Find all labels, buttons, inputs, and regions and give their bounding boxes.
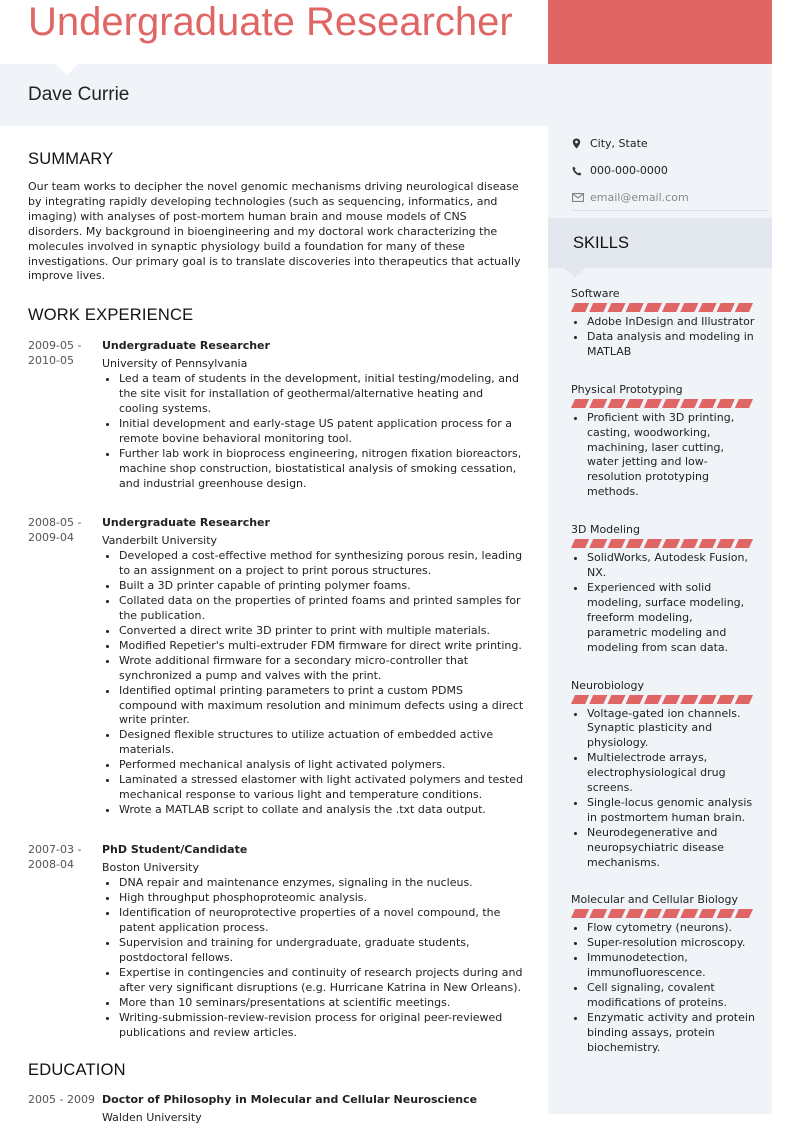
skill-rating-segment bbox=[626, 303, 644, 312]
job-bullet: • High throughput phosphoproteomic analysis. bbox=[119, 891, 524, 906]
skill-rating-segment bbox=[571, 303, 589, 312]
job-entry bbox=[28, 515, 524, 818]
skills-header-pointer bbox=[564, 268, 586, 277]
job-bullet: • Further lab work in bioprocess engineering, nitrogen fixation bioreactors, machine shop construction, biostatistical analysis of smoking cessation, and industrial greenhouse design. bbox=[119, 447, 524, 492]
main-column bbox=[28, 150, 524, 1125]
skill-rating-segment bbox=[589, 399, 607, 408]
job-bullet: • Collated data on the properties of printed foams and printed samples for the publication. bbox=[119, 594, 524, 624]
job-bullet: • Modified Repetier's multi-extruder FDM firmware for direct write printing. bbox=[119, 639, 524, 654]
resume-title: Undergraduate Researcher bbox=[28, 0, 513, 44]
skill-bullet: • Adobe InDesign and Illustrator bbox=[587, 315, 755, 330]
job-date: 2007-03 - 2008-04 bbox=[28, 843, 82, 872]
skill-rating-segment bbox=[607, 539, 625, 548]
skill-rating-segment bbox=[626, 399, 644, 408]
skill-rating-bar bbox=[571, 303, 755, 313]
skill-rating-segment bbox=[735, 695, 753, 704]
skill-name: Software bbox=[571, 287, 620, 300]
education-entry bbox=[28, 1092, 524, 1125]
skill-rating-segment bbox=[735, 303, 753, 312]
job-list bbox=[28, 338, 524, 1040]
skills-list bbox=[571, 286, 755, 1056]
skill-rating-segment bbox=[717, 909, 735, 918]
skill-rating-segment bbox=[662, 303, 680, 312]
work-experience-heading: WORK EXPERIENCE bbox=[28, 306, 194, 325]
job-bullet: • More than 10 seminars/presentations at scientific meetings. bbox=[119, 996, 524, 1011]
job-bullet: • Supervision and training for undergraduate, graduate students, postdoctoral fellows. bbox=[119, 936, 524, 966]
person-name: Dave Currie bbox=[28, 84, 130, 105]
skill-rating-segment bbox=[626, 539, 644, 548]
job-bullet: • Wrote additional firmware for a secondary micro-controller that synchronized a pump and valves with the print. bbox=[119, 654, 524, 684]
skill-rating-segment bbox=[735, 909, 753, 918]
skill-group bbox=[571, 382, 755, 500]
skills-heading: SKILLS bbox=[573, 234, 629, 252]
skill-rating-segment bbox=[644, 303, 662, 312]
job-title: Undergraduate Researcher bbox=[102, 515, 270, 529]
job-title: PhD Student/Candidate bbox=[102, 843, 248, 857]
skill-rating-segment bbox=[717, 399, 735, 408]
skill-bullet: • Immunodetection, immunofluorescence. bbox=[587, 951, 755, 981]
skill-rating-segment bbox=[717, 539, 735, 548]
skill-bullets bbox=[571, 921, 755, 1055]
skill-bullet: • Data analysis and modeling in MATLAB bbox=[587, 330, 755, 360]
skill-rating-segment bbox=[607, 695, 625, 704]
skill-rating-segment bbox=[698, 909, 716, 918]
header-accent-block bbox=[548, 0, 772, 64]
contact-phone bbox=[572, 164, 768, 177]
skill-rating-segment bbox=[644, 539, 662, 548]
skill-rating-segment bbox=[626, 909, 644, 918]
job-body bbox=[102, 515, 524, 818]
skill-rating-segment bbox=[735, 399, 753, 408]
job-bullet: • Identified optimal printing parameters to print a custom PDMS compound with maximum resolution and minimum defects using a direct write printer. bbox=[119, 684, 524, 729]
education-school: Walden University bbox=[102, 1110, 202, 1124]
job-entry bbox=[28, 842, 524, 1040]
skill-rating-segment bbox=[680, 909, 698, 918]
contact-divider bbox=[572, 210, 768, 211]
education-degree: Doctor of Philosophy in Molecular and Cellular Neuroscience bbox=[102, 1092, 478, 1106]
skill-bullet: • Proficient with 3D printing, casting, woodworking, machining, laser cutting, water jetting and low-resolution prototyping methods. bbox=[587, 411, 755, 500]
location-text: City, State bbox=[590, 137, 648, 150]
skill-rating-segment bbox=[589, 909, 607, 918]
skill-rating-segment bbox=[680, 539, 698, 548]
job-bullets bbox=[102, 549, 524, 818]
skill-rating-segment bbox=[607, 303, 625, 312]
skill-rating-segment bbox=[662, 539, 680, 548]
skill-name: 3D Modeling bbox=[571, 523, 641, 537]
skill-rating-segment bbox=[680, 303, 698, 312]
job-bullet: • Converted a direct write 3D printer to print with multiple materials. bbox=[119, 624, 524, 639]
skill-group bbox=[571, 286, 755, 360]
skill-bullets bbox=[571, 411, 755, 500]
skill-bullet: • Cell signaling, covalent modifications of proteins. bbox=[587, 981, 755, 1011]
skill-rating-bar bbox=[571, 695, 755, 705]
education-date: 2005 - 2009 bbox=[28, 1092, 95, 1106]
skill-group bbox=[571, 892, 755, 1055]
job-body bbox=[102, 338, 524, 492]
skills-header bbox=[548, 218, 772, 268]
job-bullet: • Laminated a stressed elastomer with light activated polymers and tested mechanical response to various light and temperature conditions. bbox=[119, 773, 524, 803]
skill-rating-segment bbox=[571, 399, 589, 408]
education-section bbox=[28, 1061, 524, 1125]
skill-group bbox=[571, 522, 755, 655]
job-bullets bbox=[102, 876, 524, 1040]
skill-bullet: • SolidWorks, Autodesk Fusion, NX. bbox=[587, 551, 755, 581]
skill-rating-segment bbox=[644, 909, 662, 918]
job-bullet: • Developed a cost-effective method for synthesizing porous resin, leading to an assignment on a project to print porous structures. bbox=[119, 549, 524, 579]
name-band-pointer bbox=[56, 64, 78, 75]
contact-email[interactable] bbox=[572, 191, 768, 204]
location-pin-icon bbox=[572, 138, 590, 149]
job-employer: Boston University bbox=[102, 861, 200, 875]
job-bullet: • Expertise in contingencies and continuity of research projects during and after very significant disruptions (e.g. Hurricane Katrina in New Orleans). bbox=[119, 966, 524, 996]
skill-bullets bbox=[571, 707, 755, 871]
skill-rating-segment bbox=[571, 695, 589, 704]
skill-rating-segment bbox=[698, 303, 716, 312]
skill-rating-segment bbox=[589, 303, 607, 312]
job-bullets bbox=[102, 372, 524, 492]
job-bullet: • Led a team of students in the development, initial testing/modeling, and the site visit for installation of geothermal/alternative heating and cooling systems. bbox=[119, 372, 524, 417]
job-employer: University of Pennsylvania bbox=[102, 357, 248, 371]
skill-bullet: • Enzymatic activity and protein binding assays, protein biochemistry. bbox=[587, 1011, 755, 1056]
skill-rating-segment bbox=[698, 695, 716, 704]
job-bullet: • Performed mechanical analysis of light activated polymers. bbox=[119, 758, 524, 773]
skill-rating-segment bbox=[607, 399, 625, 408]
job-bullet: • Writing-submission-review-revision process for original peer-reviewed publications and review articles. bbox=[119, 1011, 524, 1041]
work-experience-section bbox=[28, 306, 524, 1040]
summary-heading: SUMMARY bbox=[28, 150, 114, 168]
summary-text: Our team works to decipher the novel genomic mechanisms driving neurological disease by integrating rapidly developing technologies (such as sequencing, informatics, and imaging) with analyses of post-mortem human brain and mouse models of CNS disorders. My background in bioengineering and my doctoral work characterizing the molecules involved in synaptic physiology build a foundation for many of these investigations. Our primary goal is to translate discoveries into therapeutics that actually improve lives. bbox=[28, 180, 521, 283]
skill-rating-segment bbox=[571, 539, 589, 548]
skill-rating-segment bbox=[698, 539, 716, 548]
skill-name: Neurobiology bbox=[571, 678, 645, 692]
education-heading: EDUCATION bbox=[28, 1060, 126, 1079]
skill-name: Molecular and Cellular Biology bbox=[571, 893, 739, 907]
envelope-icon bbox=[572, 193, 590, 202]
skill-bullet: • Single-locus genomic analysis in postmortem human brain. bbox=[587, 796, 755, 826]
skill-rating-segment bbox=[662, 399, 680, 408]
skill-name: Physical Prototyping bbox=[571, 382, 683, 396]
skill-rating-bar bbox=[571, 909, 755, 919]
skill-rating-segment bbox=[735, 539, 753, 548]
skill-rating-segment bbox=[717, 303, 735, 312]
skill-rating-segment bbox=[626, 695, 644, 704]
email-text[interactable]: email@email.com bbox=[590, 191, 689, 204]
education-list bbox=[28, 1092, 524, 1125]
skill-rating-bar bbox=[571, 399, 755, 409]
skill-bullet: • Flow cytometry (neurons). bbox=[587, 921, 755, 936]
job-employer: Vanderbilt University bbox=[102, 533, 218, 547]
skill-rating-segment bbox=[644, 399, 662, 408]
job-bullet: • Built a 3D printer capable of printing polymer foams. bbox=[119, 579, 524, 594]
skill-group bbox=[571, 678, 755, 871]
skill-bullet: • Neurodegenerative and neuropsychiatric disease mechanisms. bbox=[587, 826, 755, 871]
skill-rating-segment bbox=[680, 695, 698, 704]
job-date: 2008-05 - 2009-04 bbox=[28, 515, 82, 544]
job-title: Undergraduate Researcher bbox=[102, 339, 270, 353]
skill-rating-segment bbox=[589, 695, 607, 704]
job-body bbox=[102, 842, 524, 1040]
skill-bullets bbox=[571, 315, 755, 360]
skill-rating-segment bbox=[662, 909, 680, 918]
job-bullet: • Identification of neuroprotective properties of a novel compound, the patent application process. bbox=[119, 906, 524, 936]
skill-rating-segment bbox=[680, 399, 698, 408]
skill-bullet: • Voltage-gated ion channels. Synaptic plasticity and physiology. bbox=[587, 707, 755, 752]
contact-location bbox=[572, 137, 768, 150]
skill-rating-segment bbox=[698, 399, 716, 408]
phone-text: 000-000-0000 bbox=[590, 164, 668, 177]
skill-bullet: • Multielectrode arrays, electrophysiological drug screens. bbox=[587, 751, 755, 796]
job-entry bbox=[28, 338, 524, 492]
skill-rating-segment bbox=[717, 695, 735, 704]
skill-bullet: • Super-resolution microscopy. bbox=[587, 936, 755, 951]
skill-bullets bbox=[571, 551, 755, 655]
skill-rating-segment bbox=[662, 695, 680, 704]
job-bullet: • Wrote a MATLAB script to collate and analysis the .txt data output. bbox=[119, 803, 524, 818]
job-bullet: • Designed flexible structures to utilize actuation of embedded active materials. bbox=[119, 728, 524, 758]
education-body bbox=[102, 1092, 524, 1125]
skill-rating-segment bbox=[589, 539, 607, 548]
skill-rating-segment bbox=[644, 695, 662, 704]
job-bullet: • Initial development and early-stage US patent application process for a remote bovine behavioral monitoring tool. bbox=[119, 417, 524, 447]
job-bullet: • DNA repair and maintenance enzymes, signaling in the nucleus. bbox=[119, 876, 524, 891]
skill-rating-segment bbox=[571, 909, 589, 918]
phone-icon bbox=[572, 166, 590, 176]
skill-rating-segment bbox=[607, 909, 625, 918]
job-date: 2009-05 - 2010-05 bbox=[28, 339, 82, 368]
skill-bullet: • Experienced with solid modeling, surface modeling, freeform modeling, parametric modeling and modeling from scan data. bbox=[587, 581, 755, 656]
skill-rating-bar bbox=[571, 539, 755, 549]
